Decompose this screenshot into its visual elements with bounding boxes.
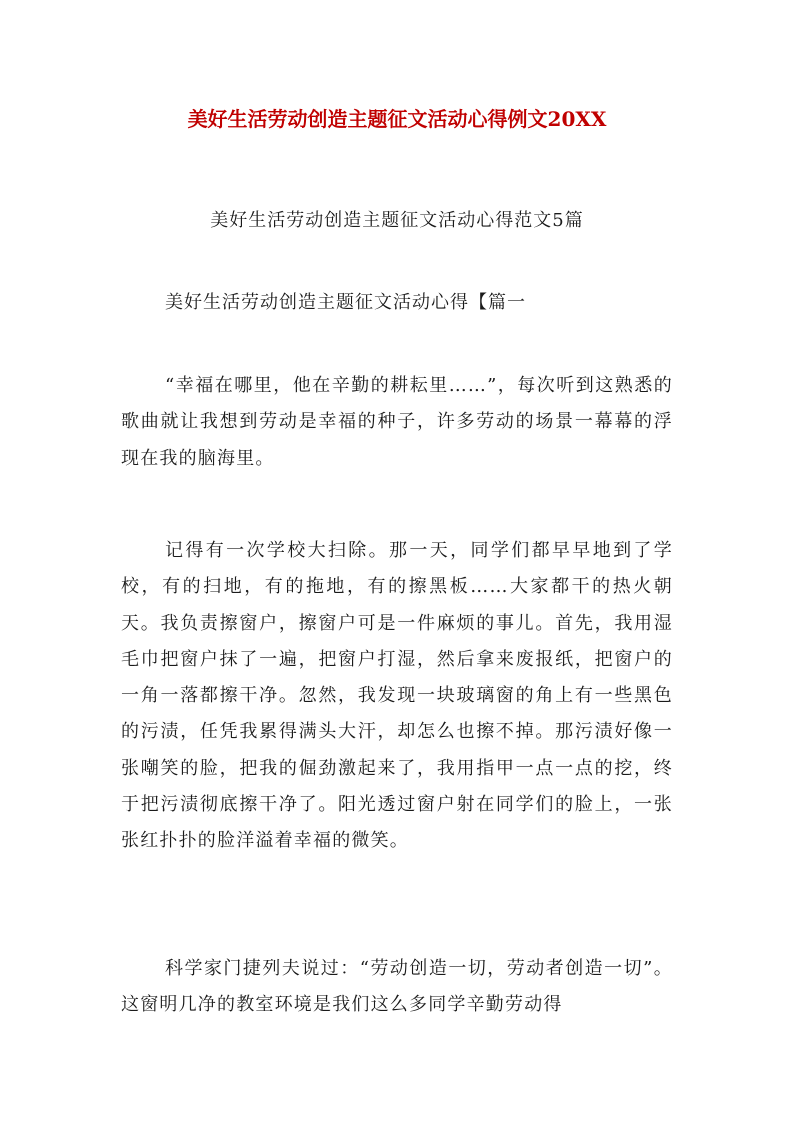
document-subtitle: 美好生活劳动创造主题征文活动心得范文5篇 [210,210,584,231]
document-title: 美好生活劳动创造主题征文活动心得例文20XX [187,107,607,131]
paragraph-2: 记得有一次学校大扫除。那一天，同学们都早早地到了学校，有的扫地，有的拖地，有的擦黑板……大家都干的热火朝天。我负责擦窗户，擦窗户可是一件麻烦的事儿。首先，我用湿毛巾把窗户抹了一遍，把窗户打湿，然后拿来废报纸，把窗户的一角一落都擦干净。忽然，我发现一块玻璃窗的角上有一些黑色的污渍，任凭我累得满头大汗，却怎么也擦不掉。那污渍好像一张嘲笑的脸，把我的倔劲激起来了，我用指甲一点一点的挖，终于把污渍彻底擦干净了。阳光透过窗户射在同学们的脸上，一张张红扑扑的脸洋溢着幸福的微笑。 [121,540,673,852]
paragraph-3: 科学家门捷列夫说过：“劳动创造一切，劳动者创造一切”。这窗明几净的教室环境是我们这么多同学辛勤劳动得 [121,958,673,1016]
paragraph-1: “幸福在哪里，他在辛勤的耕耘里……”，每次听到这熟悉的歌曲就让我想到劳动是幸福的种子，许多劳动的场景一幕幕的浮现在我的脑海里。 [121,375,673,469]
section-heading: 美好生活劳动创造主题征文活动心得【篇一 [165,292,526,313]
